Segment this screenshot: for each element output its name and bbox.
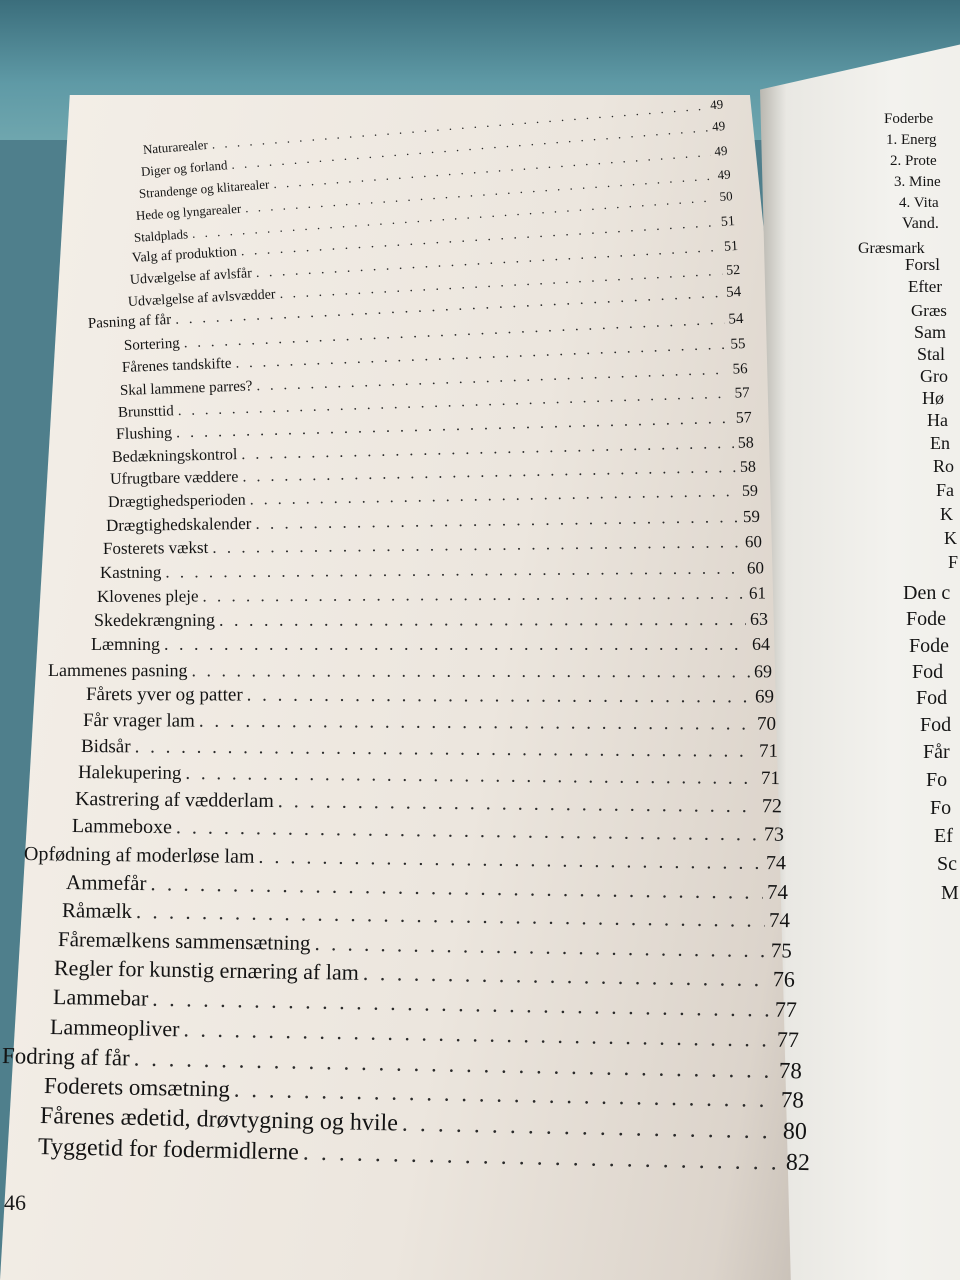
- facing-page-line: K: [940, 504, 953, 524]
- toc-entry-page-number: 78: [778, 1057, 803, 1084]
- toc-entry-page-number: 72: [761, 795, 783, 818]
- toc-entry-page-number: 54: [725, 284, 742, 301]
- facing-page-line: Fode: [909, 635, 949, 657]
- toc-entry-title: Kastrering af vædderlam: [74, 788, 274, 813]
- facing-page-line: Fo: [926, 769, 948, 791]
- toc-entry-title: Drægtighedsperioden: [107, 491, 246, 511]
- toc-entry-page-number: 60: [746, 558, 765, 578]
- toc-entry-title: Bedækningskontrol: [111, 446, 238, 466]
- facing-page-line: 1. Energ: [886, 132, 937, 148]
- toc-entry-page-number: 77: [776, 1026, 800, 1053]
- toc-entry-title: Skedekrængning: [93, 609, 216, 630]
- facing-page-line: Fod: [916, 687, 948, 709]
- toc-entry-page-number: 55: [730, 336, 746, 353]
- facing-page-line: Efter: [908, 277, 942, 296]
- facing-page-line: Fod: [912, 661, 944, 683]
- toc-entry-page-number: 52: [725, 262, 741, 279]
- facing-page-line: Hø: [922, 388, 944, 408]
- toc-entry-title: Foderets omsætning: [43, 1073, 231, 1102]
- facing-page-line: Ha: [927, 410, 948, 430]
- facing-page-line: Den c: [903, 582, 951, 604]
- facing-page-line: 4. Vita: [899, 195, 939, 211]
- toc-entry-title: Ammefår: [65, 870, 147, 896]
- facing-page-line: Får: [923, 741, 950, 763]
- toc-entry-title: Strandenge og klitarealer: [138, 176, 270, 201]
- toc-entry-page-number: 63: [749, 608, 769, 629]
- toc-entry-title: Fårets yver og patter: [85, 684, 243, 706]
- toc-entry-page-number: 57: [735, 409, 752, 427]
- toc-entry-page-number: 51: [720, 214, 736, 230]
- toc-entry-title: Drægtighedskalender: [105, 513, 252, 535]
- toc-entry-title: Lammeopliver: [49, 1014, 180, 1042]
- toc-entry-page-number: 74: [768, 907, 791, 933]
- toc-entry-title: Fodring af får: [1, 1043, 130, 1071]
- toc-entry-page-number: 49: [717, 166, 732, 183]
- toc-entry-title: Klovenes pleje: [96, 586, 199, 606]
- toc-entry-title: Får vrager lam: [82, 710, 195, 732]
- toc-entry-title: Udvælgelse af avlsfår: [129, 266, 253, 288]
- facing-page-line: Vand.: [902, 215, 939, 232]
- toc-entry-title: Flushing: [115, 424, 173, 443]
- facing-page-line: Fo: [930, 797, 952, 819]
- toc-entry-page-number: 57: [734, 385, 750, 402]
- facing-page-line: Ef: [934, 825, 953, 847]
- toc-entry-title: Valg af produktion: [131, 244, 238, 266]
- toc-entry-page-number: 77: [774, 996, 798, 1022]
- facing-page-line: Græs: [911, 301, 947, 320]
- toc-entry-title: Skal lammene parres?: [119, 378, 253, 399]
- toc-entry-page-number: 49: [713, 142, 728, 159]
- toc-entry-title: Bidsår: [80, 736, 131, 758]
- toc-entry-title: Halekupering: [77, 762, 182, 784]
- toc-entry-page-number: 73: [763, 823, 785, 846]
- facing-page-line: Fod: [920, 714, 952, 736]
- toc-entry-page-number: 49: [711, 118, 726, 135]
- toc-entry-page-number: 59: [741, 482, 759, 500]
- toc-entry-page-number: 80: [782, 1118, 808, 1146]
- toc-entry-page-number: 76: [772, 966, 796, 992]
- toc-entry-title: Fårenes tandskifte: [121, 355, 232, 376]
- toc-entry-page-number: 64: [752, 634, 770, 654]
- toc-entry-title: Tyggetid for fodermidlerne: [37, 1134, 300, 1166]
- facing-page-line: Gro: [920, 366, 948, 386]
- toc-entry-title: Lammeboxe: [71, 815, 173, 839]
- toc-entry-page-number: 78: [780, 1087, 805, 1113]
- toc-entry-title: Kastning: [99, 562, 162, 582]
- toc-entry-page-number: 71: [758, 740, 779, 762]
- facing-page-line: Stal: [917, 344, 946, 364]
- toc-entry-page-number: 69: [754, 686, 775, 708]
- toc-entry-page-number: 69: [753, 661, 773, 682]
- toc-entry-page-number: 70: [756, 713, 777, 735]
- facing-page-line: Græsmark: [858, 240, 925, 257]
- toc-entry-title: Opfødning af moderløse lam: [23, 843, 255, 868]
- toc-entry-title: Ufrugtbare væddere: [109, 468, 239, 488]
- toc-entry-page-number: 74: [766, 879, 789, 905]
- toc-entry-title: Naturarealer: [142, 136, 209, 157]
- toc-entry-title: Råmælk: [61, 898, 133, 923]
- toc-entry-title: Udvælgelse af avlsvædder: [127, 287, 276, 310]
- toc-entry-title: Lammenes pasning: [47, 660, 188, 681]
- facing-page-line: 3. Mine: [894, 174, 941, 190]
- toc-entry-page-number: 56: [732, 361, 748, 378]
- toc-entry-title: Fårenes ædetid, drøvtygning og hvile: [39, 1103, 399, 1137]
- toc-entry-page-number: 71: [760, 767, 781, 790]
- toc-entry-title: Fåremælkens sammensætning: [57, 927, 311, 955]
- toc-entry-title: Lammebar: [52, 984, 149, 1011]
- facing-page-line: Fa: [936, 480, 954, 500]
- toc-entry-title: Pasning af får: [87, 311, 172, 332]
- toc-entry-title: Læmning: [91, 634, 161, 654]
- facing-page-line: En: [930, 433, 950, 453]
- toc-entry-page-number: 58: [739, 458, 757, 476]
- facing-page-line: K: [944, 528, 957, 548]
- toc-entry-title: Regler for kunstig ernæring af lam: [53, 955, 360, 985]
- toc-entry-title: Brunsttid: [117, 403, 175, 421]
- facing-page-line: Fode: [906, 608, 946, 630]
- toc-entry-page-number: 59: [742, 506, 761, 527]
- toc-entry-title: Staldplads: [133, 226, 189, 245]
- toc-entry-page-number: 60: [744, 532, 763, 552]
- toc-entry-page-number: 82: [785, 1149, 811, 1177]
- page-number: 46: [4, 1190, 26, 1215]
- toc-entry-page-number: 49: [709, 96, 724, 113]
- facing-page-line: 2. Prote: [890, 153, 937, 169]
- toc-entry-title: Diger og forland: [140, 157, 228, 179]
- toc-entry-page-number: 58: [737, 434, 755, 452]
- facing-page-line: Foderbe: [884, 111, 934, 127]
- toc-entry-page-number: 61: [748, 583, 767, 603]
- facing-page-line: Sam: [914, 322, 947, 342]
- toc-entry-page-number: 74: [765, 852, 787, 875]
- facing-page-line: M: [941, 882, 959, 904]
- toc-entry-page-number: 75: [770, 938, 793, 963]
- toc-entry-page-number: 51: [723, 239, 739, 255]
- facing-page-line: Sc: [937, 853, 957, 875]
- toc-entry-title: Sortering: [123, 335, 181, 354]
- toc-entry-title: Fosterets vækst: [102, 537, 209, 558]
- facing-page-line: F: [948, 552, 959, 572]
- toc-entry-page-number: 54: [728, 310, 744, 328]
- facing-page-line: Forsl: [905, 255, 940, 274]
- toc-entry-title: Hede og lyngarealer: [135, 200, 242, 223]
- toc-entry-page-number: 50: [719, 188, 734, 205]
- facing-page-line: Ro: [933, 456, 955, 476]
